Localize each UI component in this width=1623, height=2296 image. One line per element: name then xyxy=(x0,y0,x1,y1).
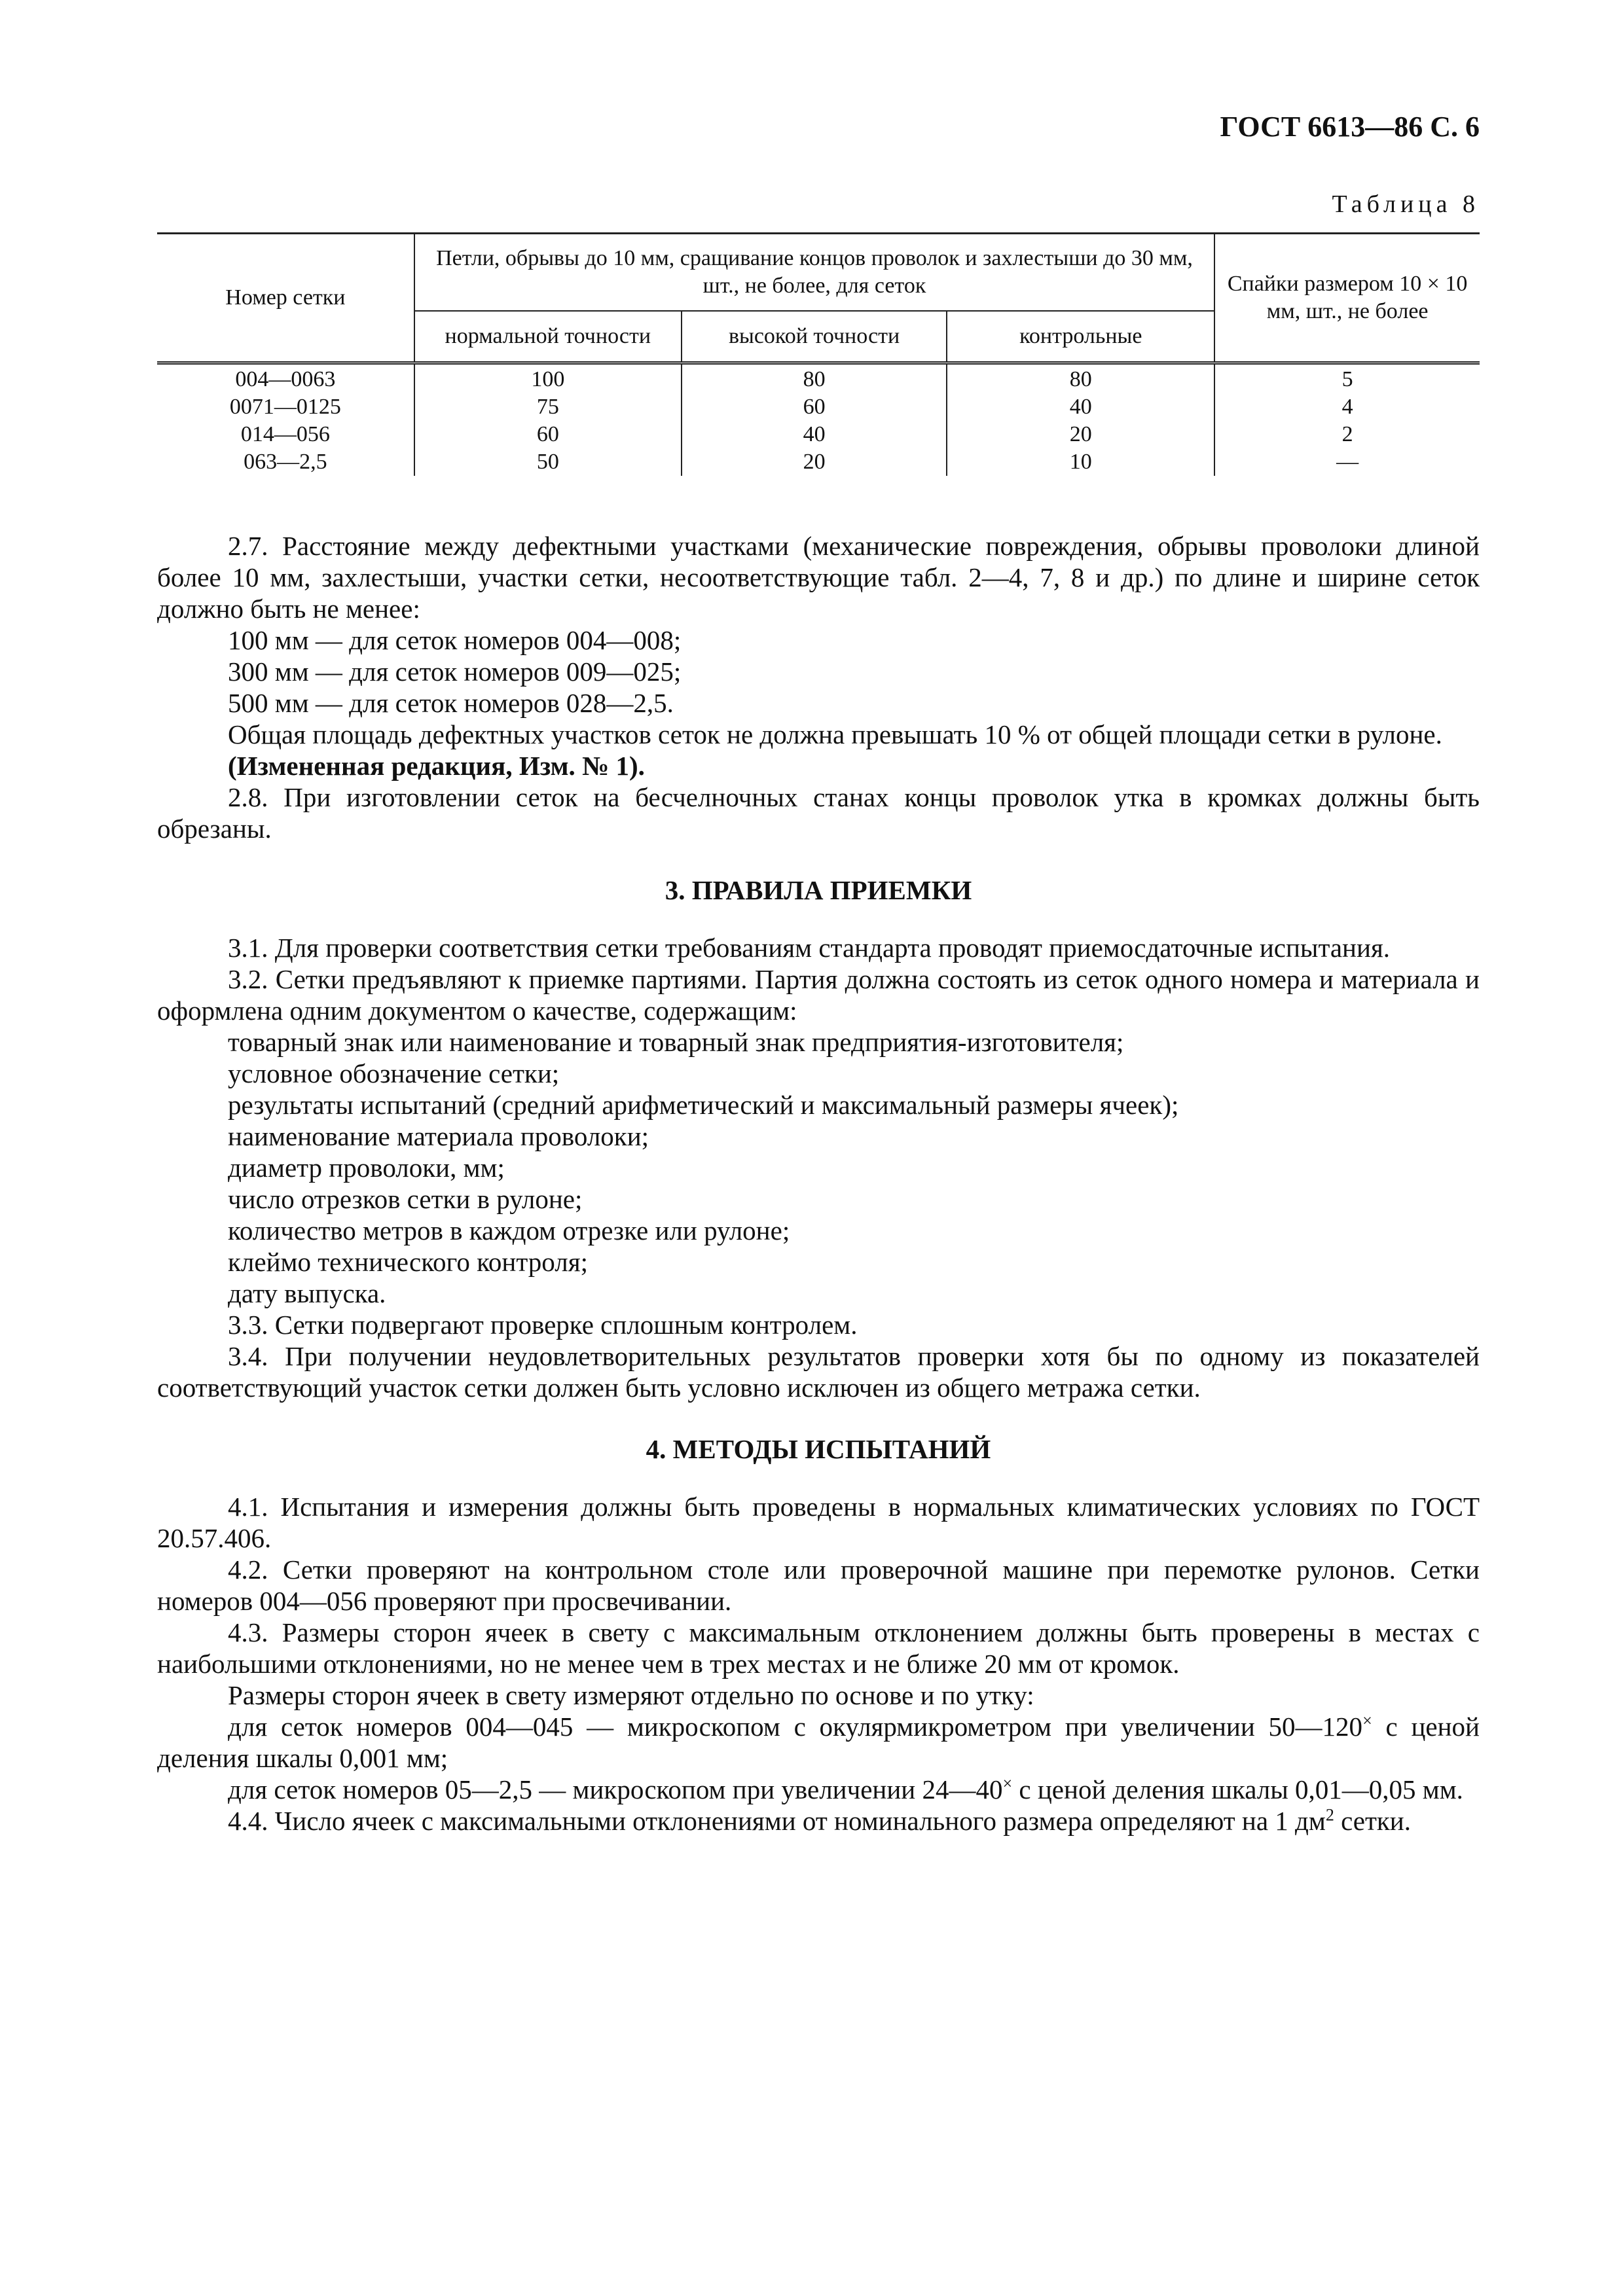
list-item: клеймо технического контроля; xyxy=(228,1247,588,1277)
text-span: для сеток номеров 05—2,5 — микроскопом при увеличении 24—40 xyxy=(228,1774,1003,1804)
list-item: 300 мм — для сеток номеров 009—025; xyxy=(228,656,682,687)
document-body xyxy=(157,530,1480,1837)
table-cell: 5 xyxy=(1214,363,1480,393)
paragraph-4-4 xyxy=(157,1805,1480,1837)
edition-note: (Измененная редакция, Изм. № 1). xyxy=(228,751,645,781)
list-item: дату выпуска. xyxy=(228,1278,386,1308)
section-3-title: 3. ПРАВИЛА ПРИЕМКИ xyxy=(665,875,972,905)
list-item: результаты испытаний (средний арифметический и максимальный размеры ячеек); xyxy=(228,1090,1179,1120)
list-item: товарный знак или наименование и товарный знак предприятия-изготовителя; xyxy=(228,1027,1124,1057)
table-row xyxy=(157,363,1480,393)
page-header: ГОСТ 6613—86 С. 6 xyxy=(1220,111,1480,143)
table-8 xyxy=(157,232,1480,476)
col-number-header: Номер сетки xyxy=(157,234,414,363)
col-solder-header: Спайки размером 10 × 10 мм, шт., не более xyxy=(1214,234,1480,363)
table-cell: 20 xyxy=(682,448,947,476)
table-cell: 80 xyxy=(947,363,1214,393)
paragraph-3-4: 3.4. При получении неудовлетворительных результатов проверки хотя бы по одному из показателей соответствующий участок сетки должен быть условно исключен из общего метража сетки. xyxy=(157,1341,1480,1403)
superscript-2: 2 xyxy=(1325,1805,1334,1825)
table-cell: 0071—0125 xyxy=(157,393,414,421)
paragraph-4-3d xyxy=(157,1774,1480,1805)
text-span: с ценой деления шкалы 0,001 мм; xyxy=(157,1712,1480,1773)
list-item: число отрезков сетки в рулоне; xyxy=(228,1184,583,1214)
table-cell: — xyxy=(1214,448,1480,476)
table-cell: 40 xyxy=(682,421,947,448)
table-cell: 063—2,5 xyxy=(157,448,414,476)
table-cell: 100 xyxy=(414,363,682,393)
table-cell: 75 xyxy=(414,393,682,421)
times-sign: × xyxy=(1362,1711,1372,1731)
list-item: диаметр проволоки, мм; xyxy=(228,1153,505,1183)
table-cell: 20 xyxy=(947,421,1214,448)
table-cell: 50 xyxy=(414,448,682,476)
table-row xyxy=(157,421,1480,448)
text-span: сетки. xyxy=(1334,1806,1412,1836)
paragraph-4-3c xyxy=(157,1711,1480,1774)
paragraph-2-7: 2.7. Расстояние между дефектными участками (механические повреждения, обрывы проволоки длиной более 10 мм, захлестыши, участки сетки, несоответствующие табл. 2—4, 7, 8 и др.) по длине и ширине сеток должно быть не менее: xyxy=(157,531,1480,624)
table-cell: 80 xyxy=(682,363,947,393)
col-normal-header: нормальной точности xyxy=(414,311,682,363)
times-sign: × xyxy=(1002,1774,1013,1793)
list-item: условное обозначение сетки; xyxy=(228,1058,560,1088)
text-span: 4.4. Число ячеек с максимальными отклонениями от номинального размера определяют на 1 дм xyxy=(228,1806,1326,1836)
table-caption: Таблица 8 xyxy=(1332,190,1480,218)
paragraph-4-3: 4.3. Размеры сторон ячеек в свету с максимальным отклонением должны быть проверены в местах с наибольшими отклонениями, но не менее чем в трех местах и не ближе 20 мм от кромок. xyxy=(157,1617,1480,1679)
table-row xyxy=(157,393,1480,421)
col-high-header: высокой точности xyxy=(682,311,947,363)
list-item: наименование материала проволоки; xyxy=(228,1121,649,1151)
text-span: для сеток номеров 004—045 — микроскопом с окулярмикрометром при увеличении 50—120 xyxy=(228,1712,1363,1742)
paragraph-3-2: 3.2. Сетки предъявляют к приемке партиями. Партия должна состоять из сеток одного номера и материала и оформлена одним документом о качестве, содержащим: xyxy=(157,964,1480,1026)
section-4-title: 4. МЕТОДЫ ИСПЫТАНИЙ xyxy=(646,1434,991,1464)
paragraph-2-8: 2.8. При изготовлении сеток на бесчелночных станах концы проволок утка в кромках должны быть обрезаны. xyxy=(157,782,1480,844)
list-item: 100 мм — для сеток номеров 004—008; xyxy=(228,625,682,655)
col-control-header: контрольные xyxy=(947,311,1214,363)
paragraph-4-1: 4.1. Испытания и измерения должны быть проведены в нормальных климатических условиях по ГОСТ 20.57.406. xyxy=(157,1492,1480,1553)
table-cell: 10 xyxy=(947,448,1214,476)
list-item: количество метров в каждом отрезке или рулоне; xyxy=(228,1215,790,1246)
table-row xyxy=(157,448,1480,476)
list-item: 500 мм — для сеток номеров 028—2,5. xyxy=(228,688,674,718)
table-cell: 014—056 xyxy=(157,421,414,448)
paragraph-3-3: 3.3. Сетки подвергают проверке сплошным контролем. xyxy=(228,1310,858,1340)
text-span: с ценой деления шкалы 0,01—0,05 мм. xyxy=(1012,1774,1463,1804)
table-cell: 4 xyxy=(1214,393,1480,421)
table-cell: 60 xyxy=(414,421,682,448)
table-cell: 40 xyxy=(947,393,1214,421)
paragraph-4-2: 4.2. Сетки проверяют на контрольном столе или проверочной машине при перемотке рулонов. Сетки номеров 004—056 проверяют при просвечивании. xyxy=(157,1554,1480,1616)
table-cell: 2 xyxy=(1214,421,1480,448)
table-cell: 004—0063 xyxy=(157,363,414,393)
table-cell: 60 xyxy=(682,393,947,421)
paragraph-4-3b: Размеры сторон ячеек в свету измеряют отдельно по основе и по утку: xyxy=(228,1680,1034,1710)
document-page xyxy=(157,0,1480,2296)
paragraph-area: Общая площадь дефектных участков сеток не должна превышать 10 % от общей площади сетки в рулоне. xyxy=(228,719,1442,749)
paragraph-3-1: 3.1. Для проверки соответствия сетки требованиям стандарта проводят приемосдаточные испытания. xyxy=(228,933,1391,963)
col-group-header: Петли, обрывы до 10 мм, сращивание концов проволок и захлестыши до 30 мм, шт., не более, для сеток xyxy=(414,234,1214,311)
